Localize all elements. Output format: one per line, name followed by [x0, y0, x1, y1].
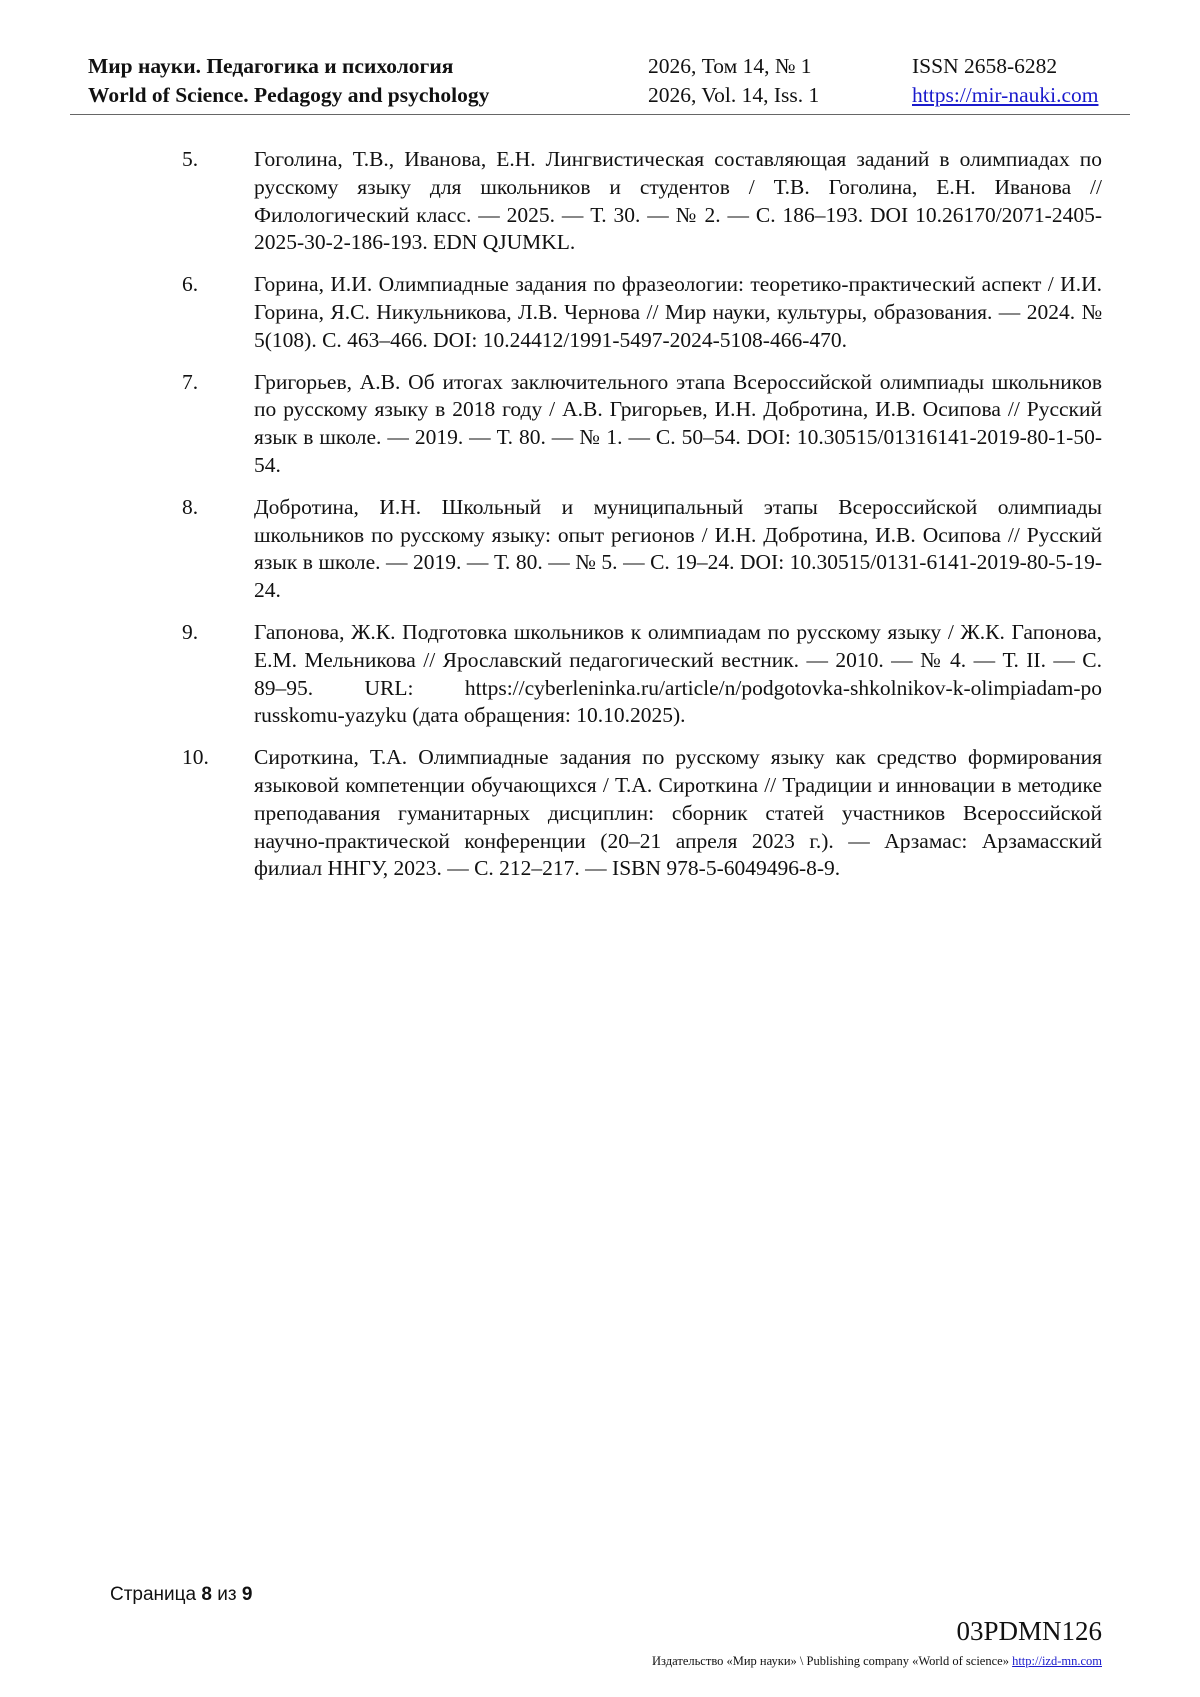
journal-title — [88, 52, 489, 110]
reference-number: 6. — [182, 272, 199, 297]
reference-text: Горина, И.И. Олимпиадные задания по фразеологии: теоретико-практический аспект / И.И. Горина, Я.С. Никульникова, Л.В. Чернова // Мир науки, культуры, образования. — 2024. № 5(108). С. 463–466. DOI: 10.24412/1991-5497-2024-5108-466-470. — [254, 272, 1102, 352]
page-total: 9 — [241, 1584, 253, 1605]
article-code: 03PDMN126 — [956, 1616, 1102, 1646]
journal-title-en: World of Science. Pedagogy and psychology — [88, 83, 490, 107]
reference-number: 5. — [182, 147, 199, 171]
issue-ru: 2026, Том 14, № 1 — [648, 54, 812, 78]
reference-item — [178, 271, 1102, 354]
publisher-link[interactable]: http://izd-mn.com — [1012, 1654, 1102, 1668]
reference-number: 7. — [182, 369, 199, 394]
reference-number: 10. — [182, 745, 209, 770]
issue-info — [648, 52, 819, 110]
reference-text: Добротина, И.Н. Школьный и муниципальный этапы Всероссийской олимпиады школьников по русскому языку: опыт регионов / И.Н. Добротина, И.В. Осипова // Русский язык в школе. — 2019. — Т. 80. — № 5. — С. 19–24. DOI: 10.30515/0131-6141-2019-80-5-19-24. — [254, 494, 1102, 603]
issn-block — [912, 52, 1098, 110]
page-of: из — [217, 1584, 237, 1605]
page-current: 8 — [201, 1584, 212, 1605]
reference-item — [178, 146, 1102, 257]
reference-number: 8. — [182, 494, 199, 519]
publisher-line — [652, 1654, 1102, 1669]
reference-text: Гоголина, Т.В., Иванова, Е.Н. Лингвистическая составляющая заданий в олимпиадах по русскому языку для школьников и студентов / Т.В. Гоголина, Е.Н. Иванова // Филологический класс. — 2025. — Т. 30. — № 2. — С. 186–193. DOI 10.26170/2071-2405-2025-30-2-186-193. EDN QJUMKL. — [254, 147, 1102, 255]
reference-list — [178, 146, 1102, 897]
reference-text: Гапонова, Ж.К. Подготовка школьников к олимпиадам по русскому языку / Ж.К. Гапонова, Е.М. Мельникова // Ярославский педагогический вестник. — 2010. — № 4. — Т. II. — С. 89–95. URL: https://cyberleninka.ru/article/n/podgotovka-shkolnikov-k-olimpiadam-po russkomu-yazyku (дата обращения: 10.10.2025). — [254, 619, 1102, 728]
reference-text: Григорьев, А.В. Об итогах заключительного этапа Всероссийской олимпиады школьников по русскому языку в 2018 году / А.В. Григорьев, И.Н. Добротина, И.В. Осипова // Русский язык в школе. — 2019. — Т. 80. — № 1. — С. 50–54. DOI: 10.30515/01316141-2019-80-1-50-54. — [254, 369, 1102, 477]
issn: ISSN 2658-6282 — [912, 54, 1058, 78]
journal-site-link[interactable]: https://mir-nauki.com — [912, 83, 1099, 107]
reference-number: 9. — [182, 619, 199, 644]
journal-title-ru: Мир науки. Педагогика и психология — [88, 54, 454, 78]
page-word: Страница — [110, 1584, 197, 1605]
page-counter — [110, 1584, 252, 1606]
reference-item — [178, 369, 1102, 480]
issue-en: 2026, Vol. 14, Iss. 1 — [648, 83, 820, 107]
reference-item — [178, 619, 1102, 730]
publisher-text: Издательство «Мир науки» \ Publishing company «World of science» — [652, 1654, 1009, 1668]
page-header — [70, 52, 1130, 115]
reference-item — [178, 494, 1102, 605]
reference-text: Сироткина, Т.А. Олимпиадные задания по русскому языку как средство формирования языковой компетенции обучающихся / Т.А. Сироткина // Традиции и инновации в методике преподавания гуманитарных дисциплин: сборник статей участников Всероссийской научно-практической конференции (20–21 апреля 2023 г.). — Арзамас: Арзамасский филиал ННГУ, 2023. — С. 212–217. — ISBN 978-5-6049496-8-9. — [254, 745, 1102, 881]
reference-item — [178, 744, 1102, 883]
